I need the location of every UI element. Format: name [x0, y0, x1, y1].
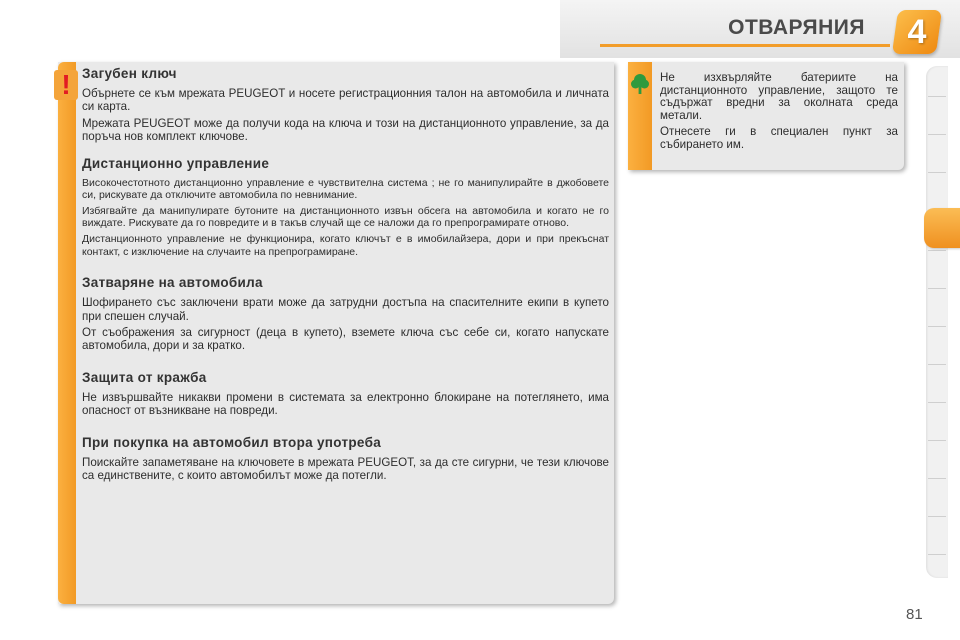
chapter-tab-active[interactable]	[924, 208, 960, 248]
paragraph: Дистанционното управление не функционира, когато ключът е в имобилайзера, дори и при прекъснат контакт, с изключение на случаите на препрограмиране.	[82, 233, 609, 258]
tab-divider	[928, 288, 946, 289]
paragraph: Мрежата PEUGEOT може да получи кода на ключа и този на дистанционното управление, за да поръча нов комплект ключове.	[82, 116, 609, 144]
tab-divider	[928, 364, 946, 365]
section-title-lost-key: Загубен ключ	[82, 66, 177, 81]
warning-panel-strip	[58, 62, 76, 604]
section-title-remote-control: Дистанционно управление	[82, 155, 270, 171]
eco-paragraph: Отнесете ги в специален пункт за събирането им.	[660, 125, 898, 151]
tab-divider	[928, 134, 946, 135]
tab-divider	[928, 554, 946, 555]
tab-divider	[928, 172, 946, 173]
page-number: 81	[906, 606, 923, 623]
paragraph: Поискайте запаметяване на ключовете в мрежата PEUGEOT, за да сте сигурни, че тези ключове са единствените, с които автомобилът може да потегли.	[82, 455, 609, 483]
paragraph: Високочестотното дистанционно управление е чувствителна система ; не го манипулирайте в джобовете си, рискувате да отключите автомобила по невнимание.	[82, 176, 609, 202]
paragraph: Не извършвайте никакви промени в системата за електронно блокиране на потеглянето, има опасност от възникване на повреди.	[82, 390, 609, 418]
chapter-number: 4	[907, 13, 927, 51]
paragraph: Шофирането със заключени врати може да затрудни достъпа на спасителните екипи в купето при спешен случай.	[82, 296, 609, 323]
tree-icon	[630, 72, 650, 96]
tab-divider	[928, 402, 946, 403]
chapter-title: ОТВАРЯНИЯ	[728, 16, 865, 39]
eco-paragraph: Не изхвърляйте батериите на дистанционното управление, защото те съдържат вредни за околната среда метали.	[660, 71, 898, 122]
tab-divider	[928, 516, 946, 517]
tab-divider	[928, 96, 946, 97]
exclamation-icon: !	[54, 70, 78, 100]
eco-text	[660, 72, 898, 156]
tab-divider	[928, 250, 946, 251]
section-title-locking-vehicle: Затваряне на автомобила	[82, 275, 263, 291]
tab-divider	[928, 478, 946, 479]
warning-content	[82, 66, 609, 485]
paragraph: От съображения за сигурност (деца в купето), вземете ключа със себе си, когато напускате автомобила, дори и за кратко.	[82, 326, 609, 353]
header-accent-line	[600, 44, 890, 47]
tab-divider	[928, 440, 946, 441]
paragraph: Обърнете се към мрежата PEUGEOT и носете регистрационния талон на автомобила и личната си карта.	[82, 87, 609, 114]
tab-divider	[928, 326, 946, 327]
chapter-tab-rail	[926, 66, 948, 578]
paragraph: Избягвайте да манипулирате бутоните на дистанционното извън обсега на автомобила и когато не го виждате. Рискувате да го повредите и в такъв случай ще се наложи да го препрограмирате отново.	[82, 204, 609, 230]
section-title-used-vehicle: При покупка на автомобил втора употреба	[82, 434, 382, 450]
section-title-anti-theft: Защита от кражба	[82, 369, 207, 385]
